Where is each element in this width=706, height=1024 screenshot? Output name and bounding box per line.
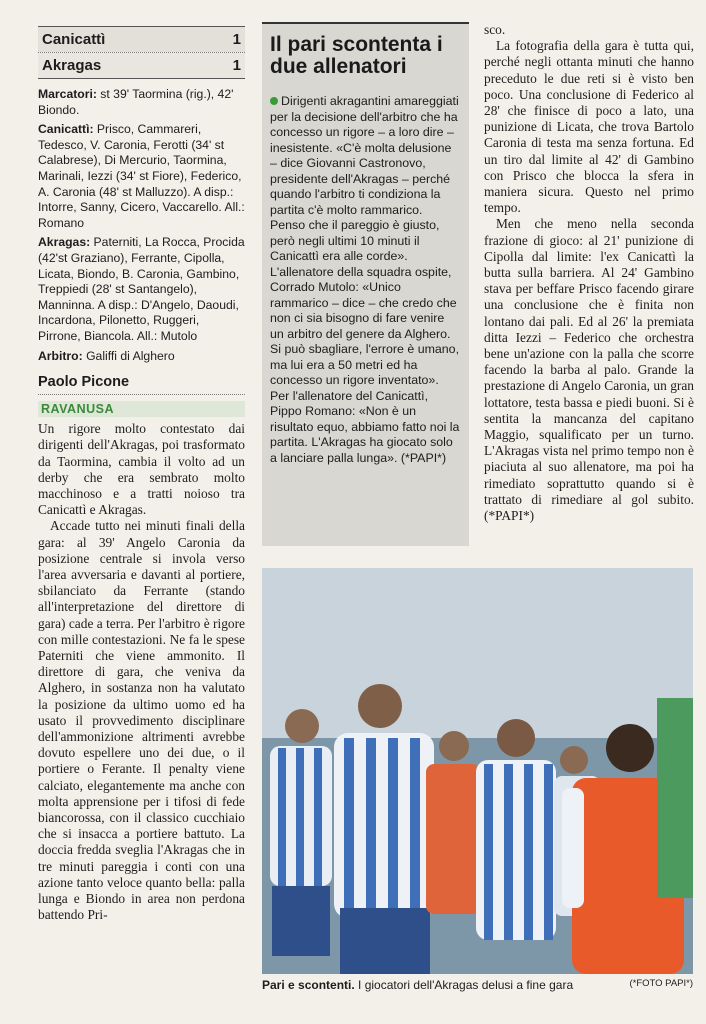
- player-figure: [270, 709, 332, 956]
- bullet-icon: [270, 97, 278, 105]
- photo-caption: [262, 978, 693, 992]
- article-body-right: [484, 22, 694, 524]
- dateline: RAVANUSA: [38, 401, 245, 417]
- home-score: 1: [232, 31, 241, 48]
- marcatori: Marcatori: st 39' Taormina (rig.), 42' Biondo.: [38, 87, 234, 117]
- away-team: Akragas: [42, 57, 102, 74]
- paragraph: Un rigore molto contestato dai dirigenti dell'Akragas, poi trasformato da Taormina, cambia il volto ad un derby che era sembrato molto macchinoso e a tratti noioso tra Canicattì e Akragas.: [38, 421, 245, 518]
- column-right: [484, 0, 694, 524]
- caption-text: I giocatori dell'Akragas delusi a fine gara: [354, 978, 574, 992]
- match-photo: [262, 568, 693, 974]
- photo-credit: (*FOTO PAPI*): [629, 978, 693, 989]
- column-left: [38, 0, 245, 923]
- sidebar-title: Il pari scontenta i due allenatori: [270, 33, 443, 78]
- referee: Arbitro: Galiffi di Alghero: [38, 348, 175, 363]
- lineup-akragas: Akragas: Paterniti, La Rocca, Procida (42'st Graziano), Ferrante, Cipolla, Licata, Biondo, B. Caronia, Gambino, Treppiedi (28' st Santangelo), Manninna. A disp.: D'Angelo, Daoudi, Incardona, Pilonetto, Ruggeri, Pirrone, Biancola. All.: Mutolo: [38, 235, 245, 343]
- author-name: Paolo Picone: [38, 374, 245, 395]
- paragraph: Accade tutto nei minuti finali della gara: al 39' Angelo Caronia da posizione centrale si invola verso l'area avversaria e davanti al portiere, sbilanciato da Ferrante (stando all'interpretazione del direttore di gara) cade a terra. Per l'arbitro è rigore con mille contestazioni. Ne fa le spese Paterniti che viene ammonito. Il direttore di gara, che veniva da Alghero, in sostanza non ha valutato la posizione da ultimo uomo ed ha usato il provvedimento disciplinare dell'ammonizione altrimenti avrebbe dovuto espellere uno dei due, o il portiere o Ferante. Il penalty viene calciato, elegantemente ma anche con molta apprensione per i tifosi di fede biancorossa, con il classico cucchiaio che si insacca a portiere battuto. La doccia fredda sveglia l'Akragas che in tre minuti pareggia i conti con una azione tanto veloce quanto bella: palla lunga e Biondo in area non perdona battendo Pri-: [38, 518, 245, 923]
- away-score: 1: [232, 57, 241, 74]
- paragraph: Men che meno nella seconda frazione di gioco: al 21' punizione di Cipolla dal limite: l'ex Canicattì la butta sulla barriera. Al 24' Gambino stava per beffare Prisco facendo girare una conclusione che è finita non lontano dai pali. Ed al 26' la premiata ditta Iezzi – Federico che orchestra bene un'azione con la palla che scorre facendo la barba al palo. Grande la prestazione di Angelo Caronia, un gran lottatore, testa bassa e piedi buoni. Si è sentita la mancanza del capitano Maggio, squalificato per un turno. L'Akragas vista nel primo tempo non è piaciuta al suo allenatore, ma poi ha rimediato soprattutto quando si è trattato di rimediare al gol subito. (*PAPI*): [484, 216, 694, 524]
- score-row-away: [38, 53, 245, 79]
- home-team: Canicattì: [42, 31, 106, 48]
- paragraph: sco.: [484, 22, 506, 37]
- sidebar-box: [262, 22, 469, 546]
- players-photo: [262, 568, 693, 974]
- lineup-canicatti: Canicattì: Prisco, Cammareri, Tedesco, V. Caronia, Ferotti (34' st Calabrese), Di Mercurio, Taormina, Marinali, Iezzi (34' st Fiore), Federico, A. Caronia (48' st Malluzzo). A disp.: Intorre, Sanny, Cicero, Vaccarello. All.: Romano: [38, 122, 245, 230]
- score-row-home: [38, 27, 245, 52]
- article-body-left: [38, 421, 245, 923]
- sidebar-text: Dirigenti akragantini amareggiati per la decisione dell'arbitro che ha concesso un rigore – a loro dire – inesistente. «C'è molta delusione – dice Giovanni Castronovo, presidente dell'Akragas – perché quando l'arbitro ti condiziona la partita c'è molto rammarico. Penso che il pareggio è giusto, però negli ultimi 10 minuti il Canicattì era alle corde». L'allenatore della squadra ospite, Corrado Mutolo: «Unico rammarico – dice – che credo che non ci sia bisogno di fare venire un arbitro del genere da Alghero. Si può sbagliare, l'errore è umano, ma lui era a 50 metri ed ha concesso un rigore inventato». Per l'allenatore del Canicattì, Pippo Romano: «Non è un risultato equo, abbiamo fatto noi la partita. L'Akragas ha giocato solo a lanciare palla lunga». (*PAPI*): [270, 94, 460, 465]
- caption-bold: Pari e scontenti.: [262, 978, 355, 992]
- paragraph: La fotografia della gara è tutta qui, perché negli ottanta minuti che hanno preceduto le due reti si è visto ben poco. Una conclusione di Federico al 28' che finisce di poco a lato, una punizione di Licata, che trova Bartolo Caronia di testa ma senza fortuna. Ed un tiro dal limite al 42' di Gambino con Prisco che blocca la sfera in maniera sicura. Questo nel primo tempo.: [484, 38, 694, 216]
- match-details: [38, 87, 245, 364]
- scoreboard: [38, 26, 245, 79]
